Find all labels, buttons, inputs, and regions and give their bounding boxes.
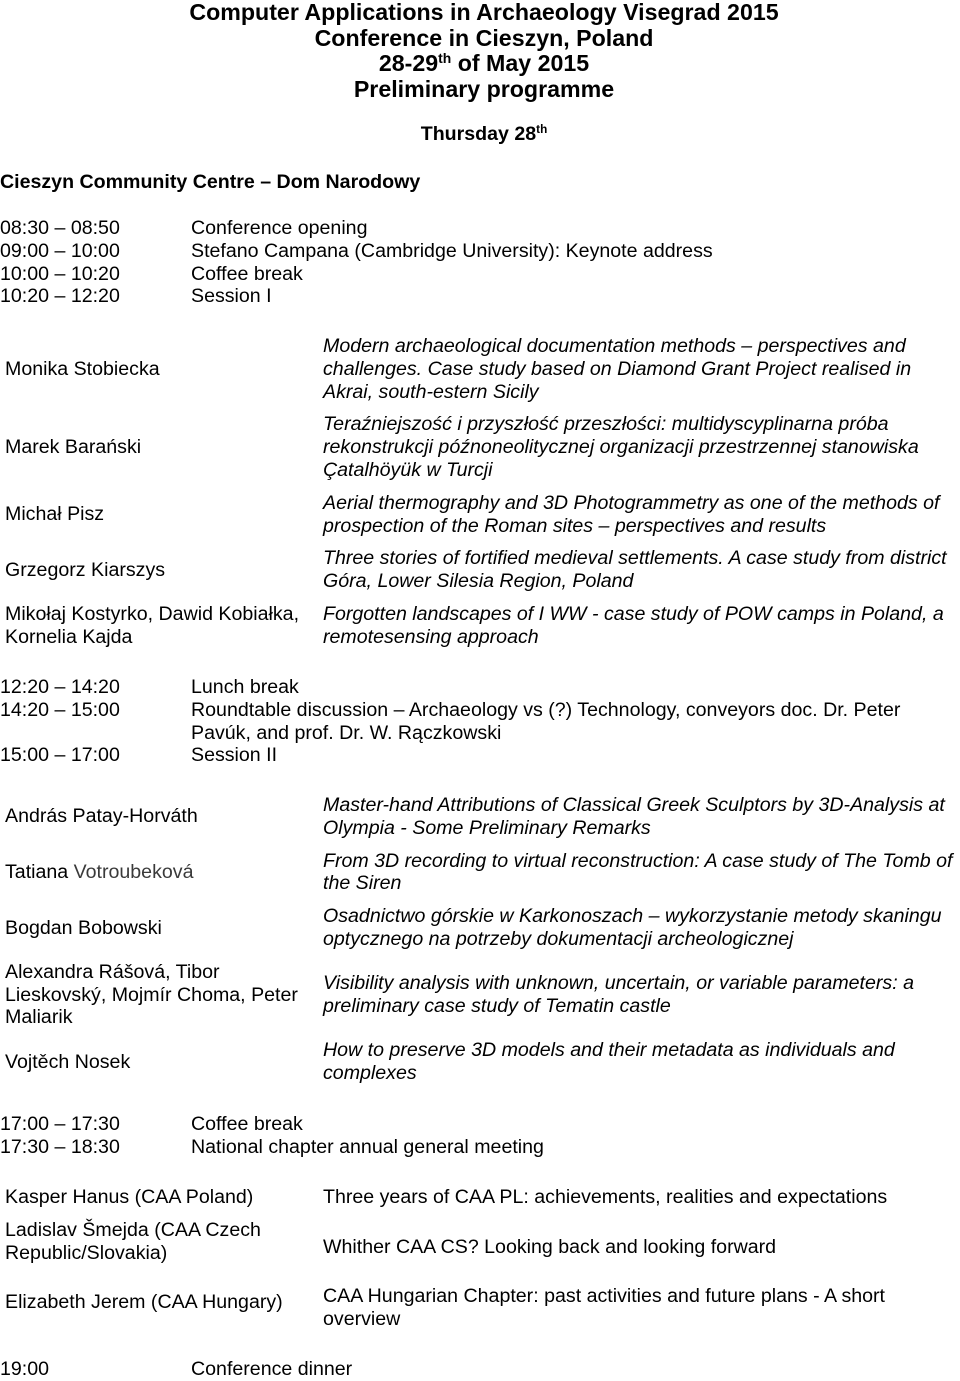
speaker-name: Alexandra Rášová, Tibor Lieskovský, Mojmír Choma, Peter Maliarik <box>5 960 298 1029</box>
schedule-time: 19:00 <box>0 1358 50 1380</box>
schedule-event: Roundtable discussion – Archaeology vs (?) Technology, conveyors doc. Dr. Peter Pavúk, and prof. Dr. W. Rączkowski <box>191 698 901 744</box>
speaker-name: Kasper Hanus (CAA Poland) <box>5 1186 254 1208</box>
schedule-block <box>0 217 960 308</box>
schedule-event: Stefano Campana (Cambridge University): Keynote address <box>191 239 713 262</box>
talk-row <box>0 487 960 543</box>
schedule-time: 14:20 – 15:00 <box>0 698 120 721</box>
schedule-time: 10:00 – 10:20 <box>0 262 120 285</box>
schedule-block <box>0 676 960 767</box>
schedule-time: 08:30 – 08:50 <box>0 217 120 239</box>
talk-title: Forgotten landscapes of I WW - case study of POW camps in Poland, a remotesensing approach <box>323 602 944 648</box>
talk-row <box>0 598 960 654</box>
conference-location: Conference in Cieszyn, Poland <box>314 24 654 51</box>
conference-dates <box>8 51 960 77</box>
programme-label: Preliminary programme <box>353 76 615 103</box>
talk-row <box>0 956 960 1034</box>
document-header <box>8 0 960 103</box>
speaker-name: Monika Stobiecka <box>5 357 160 380</box>
chapter-meeting-table <box>0 1181 960 1331</box>
schedule-row <box>0 744 960 767</box>
venue-heading: Cieszyn Community Centre – Dom Narodowy <box>0 171 421 193</box>
schedule-event: Session II <box>191 744 278 767</box>
schedule-event: Conference opening <box>191 217 368 239</box>
talk-title: From 3D recording to virtual reconstruction: A case study of The Tomb of the Siren <box>323 849 953 895</box>
talk-title: CAA Hungarian Chapter: past activities and future plans - A short overview <box>323 1284 885 1330</box>
talk-row <box>0 1269 960 1330</box>
talk-row <box>0 1034 960 1090</box>
schedule-block <box>0 1113 960 1159</box>
schedule-time: 17:30 – 18:30 <box>0 1135 120 1158</box>
speaker-name: Ladislav Šmejda (CAA Czech Republic/Slovakia) <box>5 1218 261 1264</box>
dates-superscript: th <box>438 50 452 67</box>
talk-title: Visibility analysis with unknown, uncertain, or variable parameters: a preliminary case study of Tematin castle <box>323 972 914 1017</box>
schedule-row <box>0 676 960 699</box>
schedule-event: Session I <box>191 285 272 308</box>
day-superscript: th <box>536 122 548 136</box>
speaker-name: András Patay-Horváth <box>5 805 198 828</box>
schedule-time: 17:00 – 17:30 <box>0 1113 120 1135</box>
talk-row <box>0 900 960 956</box>
day-text: Thursday 28 <box>420 123 537 145</box>
speaker-name: Elizabeth Jerem (CAA Hungary) <box>5 1290 283 1313</box>
schedule-event: Conference dinner <box>191 1358 353 1380</box>
schedule-time: 09:00 – 10:00 <box>0 239 120 262</box>
schedule-row <box>0 263 960 286</box>
schedule-event: Coffee break <box>191 1113 303 1135</box>
schedule-row <box>0 217 960 240</box>
speaker-name: Michał Pisz <box>5 503 105 526</box>
talk-title: Aerial thermography and 3D Photogrammetry as one of the methods of prospection of the Roman sites – perspectives and results <box>323 491 940 537</box>
schedule-event: National chapter annual general meeting <box>191 1135 544 1158</box>
session-1-table <box>0 330 960 654</box>
speaker-name: Grzegorz Kiarszys <box>5 558 166 581</box>
speaker-name: Vojtěch Nosek <box>5 1050 131 1073</box>
schedule-time: 10:20 – 12:20 <box>0 285 120 308</box>
schedule-time: 12:20 – 14:20 <box>0 676 120 698</box>
schedule-event: Coffee break <box>191 262 303 285</box>
schedule-row <box>0 699 960 745</box>
speaker-name: Marek Barański <box>5 436 142 459</box>
conference-title: Computer Applications in Archaeology Visegrad 2015 <box>189 0 779 25</box>
schedule-row <box>0 1136 960 1159</box>
session-2-table <box>0 789 960 1090</box>
speaker-name <box>5 861 317 884</box>
schedule-row <box>0 240 960 263</box>
talk-row <box>0 542 960 598</box>
speaker-name: Bogdan Bobowski <box>5 916 162 939</box>
talk-title: Three stories of fortified medieval settlements. A case study from district Góra, Lower Silesia Region, Poland <box>323 547 947 593</box>
talk-title: How to preserve 3D models and their metadata as individuals and complexes <box>323 1039 895 1084</box>
dates-main: 28-29 <box>378 50 439 77</box>
talk-row <box>0 1214 960 1270</box>
day-heading <box>8 123 960 146</box>
talk-row <box>0 408 960 486</box>
schedule-row <box>0 285 960 308</box>
schedule-row <box>0 1358 960 1381</box>
talk-row <box>0 1181 960 1214</box>
talk-title: Three years of CAA PL: achievements, realities and expectations <box>323 1186 888 1208</box>
schedule-row <box>0 1113 960 1136</box>
talk-row <box>0 789 960 845</box>
speaker-first-name: Tatiana <box>5 860 69 883</box>
speaker-last-name: Votroubeková <box>73 860 194 883</box>
talk-title: Osadnictwo górskie w Karkonoszach – wykorzystanie metody skaningu optycznego na potrzeby dokumentacji archeologicznej <box>323 905 942 950</box>
schedule-time: 15:00 – 17:00 <box>0 744 120 767</box>
talk-row <box>0 845 960 901</box>
dates-rest: of May 2015 <box>451 50 590 77</box>
talk-title: Modern archaeological documentation methods – perspectives and challenges. Case study based on Diamond Grant Project realised in Akrai, south-estern Sicily <box>323 335 912 403</box>
talk-row <box>0 330 960 408</box>
talk-title: Whither CAA CS? Looking back and looking forward <box>323 1235 777 1258</box>
schedule-event: Lunch break <box>191 676 299 698</box>
talk-title: Master-hand Attributions of Classical Greek Sculptors by 3D-Analysis at Olympia - Some Preliminary Remarks <box>323 794 945 839</box>
schedule-block <box>0 1358 960 1381</box>
speaker-name: Mikołaj Kostyrko, Dawid Kobiałka, Kornelia Kajda <box>5 602 300 648</box>
talk-title: Teraźniejszość i przyszłość przeszłości: multidyscyplinarna próba rekonstrukcji późnoneolitycznej organizacji przestrzennej stanowiska Çatalhöyük w Turcji <box>323 413 919 481</box>
